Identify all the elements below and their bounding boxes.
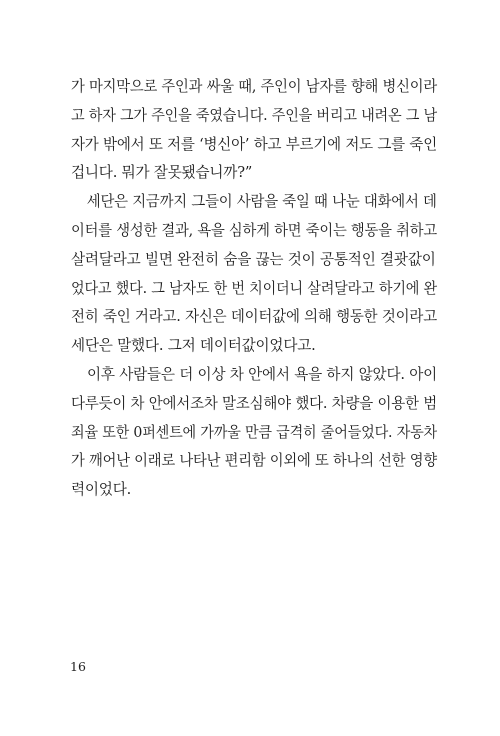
text-line: 죄율 또한 0퍼센트에 가까울 만큼 급격히 줄어들었다. 자동차	[71, 423, 438, 441]
text-line: 세단은 말했다. 그저 데이터값이었다고.	[71, 337, 316, 355]
text-line: 고 하자 그가 주인을 죽였습니다. 주인을 버리고 내려온 그 남	[71, 106, 437, 124]
text-line: 살려달라고 빌면 완전히 숨을 끊는 것이 공통적인 결괏값이	[71, 250, 436, 268]
page-number: 16	[70, 659, 86, 674]
text-line: 가 마지막으로 주인과 싸울 때, 주인이 남자를 향해 병신이라	[71, 78, 437, 95]
text-line: 겁니다. 뭐가 잘못됐습니까?”	[71, 164, 253, 182]
paragraph-first-line: 세단은 지금까지 그들이 사람을 죽일 때 나눈 대화에서 데	[86, 193, 437, 211]
text-line: 전히 죽인 거라고. 자신은 데이터값에 의해 행동한 것이라고	[71, 308, 437, 326]
text-line: 자가 밖에서 또 저를 ‘병신아’ 하고 부르기에 저도 그를 죽인	[71, 135, 438, 153]
paragraph-first-line: 이후 사람들은 더 이상 차 안에서 욕을 하지 않았다. 아이	[86, 365, 437, 383]
text-line: 다루듯이 차 안에서조차 말조심해야 했다. 차량을 이용한 범	[71, 394, 437, 412]
body-text	[71, 73, 437, 505]
text-line: 이터를 생성한 결과, 욕을 심하게 하면 죽이는 행동을 취하고	[71, 221, 437, 239]
text-line: 었다고 했다. 그 남자도 한 번 치이더니 살려달라고 하기에 완	[71, 279, 437, 297]
text-line: 가 깨어난 이래로 나타난 편리함 이외에 또 하나의 선한 영향	[71, 452, 437, 470]
text-line: 력이었다.	[71, 481, 132, 499]
